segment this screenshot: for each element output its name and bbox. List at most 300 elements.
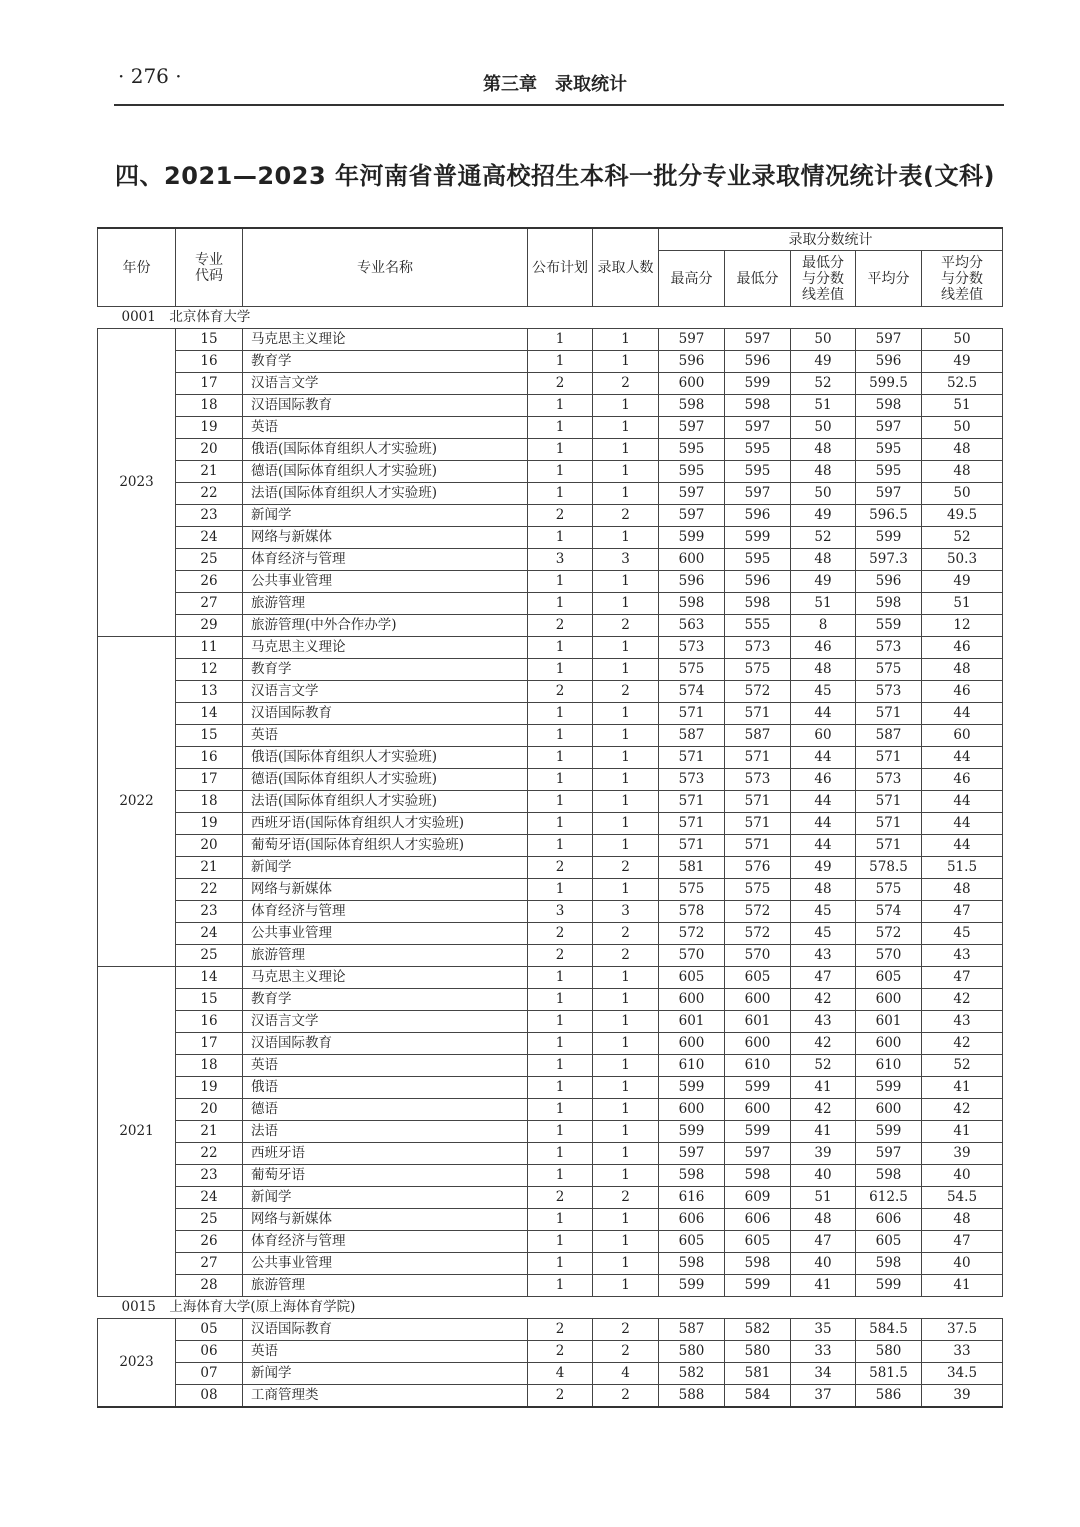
- table-row: [98, 373, 1003, 395]
- admitted-cell: 1: [593, 747, 659, 769]
- table-row: [98, 967, 1003, 989]
- min-diff-cell: 51: [791, 1187, 856, 1209]
- min-score-cell: 599: [725, 373, 791, 395]
- table-row: [98, 1341, 1003, 1363]
- table-row: [98, 527, 1003, 549]
- avg-score-cell: 599: [856, 1275, 922, 1297]
- min-score-cell: 609: [725, 1187, 791, 1209]
- min-score-cell: 570: [725, 945, 791, 967]
- max-score-cell: 578: [659, 901, 725, 923]
- avg-diff-cell: 50.3: [922, 549, 1003, 571]
- major-name-cell: 体育经济与管理: [243, 901, 528, 923]
- min-diff-cell: 35: [791, 1319, 856, 1341]
- code-cell: 27: [176, 1253, 243, 1275]
- major-name-cell: 德语(国际体育组织人才实验班): [243, 461, 528, 483]
- plan-cell: 1: [528, 659, 593, 681]
- code-cell: 23: [176, 1165, 243, 1187]
- code-cell: 21: [176, 461, 243, 483]
- avg-diff-cell: 34.5: [922, 1363, 1003, 1385]
- min-score-cell: 600: [725, 989, 791, 1011]
- min-score-cell: 572: [725, 923, 791, 945]
- min-score-cell: 597: [725, 417, 791, 439]
- min-score-cell: 597: [725, 1143, 791, 1165]
- admitted-cell: 1: [593, 439, 659, 461]
- avg-diff-cell: 51: [922, 593, 1003, 615]
- major-name-cell: 俄语(国际体育组织人才实验班): [243, 747, 528, 769]
- max-score-cell: 597: [659, 1143, 725, 1165]
- code-cell: 22: [176, 879, 243, 901]
- code-cell: 15: [176, 329, 243, 351]
- plan-cell: 1: [528, 1275, 593, 1297]
- code-cell: 25: [176, 1209, 243, 1231]
- admitted-cell: 1: [593, 1209, 659, 1231]
- avg-score-cell: 597: [856, 483, 922, 505]
- code-cell: 11: [176, 637, 243, 659]
- table-row: [98, 1099, 1003, 1121]
- table-row: [98, 945, 1003, 967]
- major-name-cell: 新闻学: [243, 1187, 528, 1209]
- table-row: [98, 879, 1003, 901]
- code-cell: 24: [176, 923, 243, 945]
- avg-diff-cell: 43: [922, 945, 1003, 967]
- max-score-cell: 571: [659, 747, 725, 769]
- max-score-cell: 610: [659, 1055, 725, 1077]
- min-diff-cell: 52: [791, 1055, 856, 1077]
- min-score-cell: 584: [725, 1385, 791, 1408]
- max-score-cell: 597: [659, 417, 725, 439]
- school-row: [98, 1297, 1003, 1319]
- plan-cell: 1: [528, 1253, 593, 1275]
- min-score-cell: 596: [725, 571, 791, 593]
- avg-score-cell: 571: [856, 703, 922, 725]
- max-score-cell: 570: [659, 945, 725, 967]
- avg-diff-cell: 48: [922, 439, 1003, 461]
- plan-cell: 3: [528, 901, 593, 923]
- max-score-cell: 600: [659, 373, 725, 395]
- admitted-cell: 1: [593, 527, 659, 549]
- min-diff-cell: 46: [791, 637, 856, 659]
- admitted-cell: 1: [593, 725, 659, 747]
- code-cell: 26: [176, 571, 243, 593]
- col-admitted: 录取人数: [593, 228, 659, 307]
- major-name-cell: 葡萄牙语(国际体育组织人才实验班): [243, 835, 528, 857]
- major-name-cell: 网络与新媒体: [243, 527, 528, 549]
- code-cell: 28: [176, 1275, 243, 1297]
- code-cell: 15: [176, 989, 243, 1011]
- min-diff-cell: 47: [791, 967, 856, 989]
- min-diff-cell: 44: [791, 703, 856, 725]
- plan-cell: 1: [528, 417, 593, 439]
- min-score-cell: 595: [725, 439, 791, 461]
- table-row: [98, 989, 1003, 1011]
- table-row: [98, 351, 1003, 373]
- avg-diff-cell: 44: [922, 813, 1003, 835]
- avg-score-cell: 606: [856, 1209, 922, 1231]
- min-diff-cell: 46: [791, 769, 856, 791]
- code-cell: 08: [176, 1385, 243, 1408]
- year-cell: 2023: [98, 1319, 176, 1408]
- code-cell: 16: [176, 351, 243, 373]
- admitted-cell: 2: [593, 857, 659, 879]
- col-name: 专业名称: [243, 228, 528, 307]
- code-cell: 17: [176, 1033, 243, 1055]
- admitted-cell: 2: [593, 615, 659, 637]
- max-score-cell: 596: [659, 351, 725, 373]
- max-score-cell: 575: [659, 659, 725, 681]
- max-score-cell: 571: [659, 813, 725, 835]
- min-diff-cell: 48: [791, 659, 856, 681]
- plan-cell: 2: [528, 923, 593, 945]
- avg-diff-cell: 48: [922, 461, 1003, 483]
- min-score-cell: 571: [725, 747, 791, 769]
- min-diff-cell: 51: [791, 395, 856, 417]
- min-score-cell: 610: [725, 1055, 791, 1077]
- code-cell: 12: [176, 659, 243, 681]
- table-row: [98, 1011, 1003, 1033]
- plan-cell: 1: [528, 1099, 593, 1121]
- min-score-cell: 576: [725, 857, 791, 879]
- min-score-cell: 596: [725, 351, 791, 373]
- min-diff-cell: 51: [791, 593, 856, 615]
- max-score-cell: 574: [659, 681, 725, 703]
- min-score-cell: 555: [725, 615, 791, 637]
- min-score-cell: 598: [725, 1165, 791, 1187]
- plan-cell: 2: [528, 1385, 593, 1408]
- min-diff-cell: 45: [791, 901, 856, 923]
- table-row: [98, 1253, 1003, 1275]
- admitted-cell: 1: [593, 571, 659, 593]
- min-diff-cell: 44: [791, 747, 856, 769]
- plan-cell: 1: [528, 483, 593, 505]
- avg-diff-cell: 39: [922, 1385, 1003, 1408]
- plan-cell: 2: [528, 1341, 593, 1363]
- table-row: [98, 813, 1003, 835]
- admitted-cell: 1: [593, 1121, 659, 1143]
- code-cell: 23: [176, 901, 243, 923]
- table-row: [98, 901, 1003, 923]
- major-name-cell: 葡萄牙语: [243, 1165, 528, 1187]
- major-name-cell: 旅游管理: [243, 593, 528, 615]
- table-row: [98, 1363, 1003, 1385]
- code-cell: 19: [176, 417, 243, 439]
- table-row: [98, 395, 1003, 417]
- max-score-cell: 598: [659, 395, 725, 417]
- avg-score-cell: 612.5: [856, 1187, 922, 1209]
- col-avg-diff: 平均分与分数线差值: [922, 251, 1003, 307]
- min-diff-cell: 49: [791, 351, 856, 373]
- min-score-cell: 598: [725, 1253, 791, 1275]
- max-score-cell: 600: [659, 989, 725, 1011]
- max-score-cell: 571: [659, 791, 725, 813]
- min-diff-cell: 37: [791, 1385, 856, 1408]
- plan-cell: 1: [528, 835, 593, 857]
- avg-score-cell: 571: [856, 791, 922, 813]
- min-diff-cell: 50: [791, 329, 856, 351]
- table-row: [98, 637, 1003, 659]
- avg-diff-cell: 44: [922, 835, 1003, 857]
- year-cell: 2022: [98, 637, 176, 967]
- admitted-cell: 1: [593, 813, 659, 835]
- avg-diff-cell: 40: [922, 1253, 1003, 1275]
- avg-score-cell: 610: [856, 1055, 922, 1077]
- code-cell: 18: [176, 395, 243, 417]
- major-name-cell: 汉语言文学: [243, 681, 528, 703]
- min-score-cell: 595: [725, 461, 791, 483]
- avg-diff-cell: 40: [922, 1165, 1003, 1187]
- table-row: [98, 681, 1003, 703]
- avg-score-cell: 571: [856, 813, 922, 835]
- plan-cell: 2: [528, 945, 593, 967]
- avg-score-cell: 598: [856, 1253, 922, 1275]
- table-row: [98, 857, 1003, 879]
- max-score-cell: 575: [659, 879, 725, 901]
- table-row: [98, 1187, 1003, 1209]
- min-score-cell: 605: [725, 1231, 791, 1253]
- page-number: · 276 ·: [118, 64, 182, 88]
- table-row: [98, 1385, 1003, 1408]
- min-score-cell: 582: [725, 1319, 791, 1341]
- major-name-cell: 德语: [243, 1099, 528, 1121]
- col-avg: 平均分: [856, 251, 922, 307]
- avg-diff-cell: 52: [922, 527, 1003, 549]
- table-row: [98, 461, 1003, 483]
- plan-cell: 1: [528, 967, 593, 989]
- avg-score-cell: 575: [856, 659, 922, 681]
- avg-score-cell: 559: [856, 615, 922, 637]
- table-row: [98, 329, 1003, 351]
- max-score-cell: 600: [659, 1033, 725, 1055]
- min-score-cell: 597: [725, 483, 791, 505]
- min-score-cell: 606: [725, 1209, 791, 1231]
- min-score-cell: 572: [725, 901, 791, 923]
- avg-score-cell: 573: [856, 637, 922, 659]
- avg-diff-cell: 12: [922, 615, 1003, 637]
- max-score-cell: 599: [659, 1077, 725, 1099]
- major-name-cell: 英语: [243, 1055, 528, 1077]
- max-score-cell: 599: [659, 527, 725, 549]
- min-score-cell: 581: [725, 1363, 791, 1385]
- admitted-cell: 2: [593, 923, 659, 945]
- min-score-cell: 599: [725, 1275, 791, 1297]
- min-diff-cell: 42: [791, 989, 856, 1011]
- avg-diff-cell: 51.5: [922, 857, 1003, 879]
- major-name-cell: 体育经济与管理: [243, 549, 528, 571]
- major-name-cell: 汉语国际教育: [243, 1319, 528, 1341]
- avg-diff-cell: 41: [922, 1077, 1003, 1099]
- min-diff-cell: 40: [791, 1253, 856, 1275]
- table-row: [98, 1209, 1003, 1231]
- admitted-cell: 2: [593, 1187, 659, 1209]
- table-row: [98, 1121, 1003, 1143]
- plan-cell: 1: [528, 1011, 593, 1033]
- avg-diff-cell: 41: [922, 1121, 1003, 1143]
- plan-cell: 1: [528, 1143, 593, 1165]
- code-cell: 18: [176, 791, 243, 813]
- admitted-cell: 1: [593, 703, 659, 725]
- avg-score-cell: 580: [856, 1341, 922, 1363]
- avg-diff-cell: 42: [922, 1033, 1003, 1055]
- min-score-cell: 595: [725, 549, 791, 571]
- min-diff-cell: 42: [791, 1099, 856, 1121]
- col-plan: 公布计划: [528, 228, 593, 307]
- table-row: [98, 791, 1003, 813]
- avg-diff-cell: 41: [922, 1275, 1003, 1297]
- admitted-cell: 3: [593, 549, 659, 571]
- admitted-cell: 1: [593, 417, 659, 439]
- major-name-cell: 俄语(国际体育组织人才实验班): [243, 439, 528, 461]
- major-name-cell: 西班牙语(国际体育组织人才实验班): [243, 813, 528, 835]
- avg-score-cell: 601: [856, 1011, 922, 1033]
- major-name-cell: 汉语言文学: [243, 373, 528, 395]
- avg-diff-cell: 47: [922, 967, 1003, 989]
- admitted-cell: 1: [593, 791, 659, 813]
- avg-score-cell: 578.5: [856, 857, 922, 879]
- avg-score-cell: 596: [856, 351, 922, 373]
- code-cell: 06: [176, 1341, 243, 1363]
- code-cell: 19: [176, 813, 243, 835]
- plan-cell: 2: [528, 615, 593, 637]
- min-diff-cell: 60: [791, 725, 856, 747]
- max-score-cell: 598: [659, 1253, 725, 1275]
- avg-score-cell: 597: [856, 329, 922, 351]
- admitted-cell: 1: [593, 769, 659, 791]
- max-score-cell: 572: [659, 923, 725, 945]
- min-diff-cell: 8: [791, 615, 856, 637]
- max-score-cell: 571: [659, 703, 725, 725]
- avg-diff-cell: 42: [922, 989, 1003, 1011]
- page-title: 四、2021—2023 年河南省普通高校招生本科一批分专业录取情况统计表(文科): [115, 162, 995, 190]
- major-name-cell: 体育经济与管理: [243, 1231, 528, 1253]
- plan-cell: 1: [528, 329, 593, 351]
- max-score-cell: 595: [659, 461, 725, 483]
- table-row: [98, 615, 1003, 637]
- plan-cell: 1: [528, 1165, 593, 1187]
- major-name-cell: 公共事业管理: [243, 1253, 528, 1275]
- avg-diff-cell: 49: [922, 351, 1003, 373]
- table-row: [98, 505, 1003, 527]
- major-name-cell: 法语: [243, 1121, 528, 1143]
- min-diff-cell: 43: [791, 1011, 856, 1033]
- table-row: [98, 417, 1003, 439]
- avg-score-cell: 597.3: [856, 549, 922, 571]
- code-cell: 22: [176, 1143, 243, 1165]
- avg-score-cell: 599.5: [856, 373, 922, 395]
- code-cell: 29: [176, 615, 243, 637]
- min-diff-cell: 45: [791, 681, 856, 703]
- major-name-cell: 英语: [243, 1341, 528, 1363]
- min-diff-cell: 49: [791, 857, 856, 879]
- code-cell: 16: [176, 747, 243, 769]
- max-score-cell: 600: [659, 1099, 725, 1121]
- avg-score-cell: 598: [856, 593, 922, 615]
- avg-diff-cell: 50: [922, 483, 1003, 505]
- min-diff-cell: 44: [791, 835, 856, 857]
- max-score-cell: 598: [659, 593, 725, 615]
- major-name-cell: 俄语: [243, 1077, 528, 1099]
- avg-diff-cell: 44: [922, 747, 1003, 769]
- table-row: [98, 1055, 1003, 1077]
- code-cell: 19: [176, 1077, 243, 1099]
- max-score-cell: 563: [659, 615, 725, 637]
- admitted-cell: 1: [593, 351, 659, 373]
- avg-diff-cell: 47: [922, 1231, 1003, 1253]
- min-score-cell: 571: [725, 791, 791, 813]
- admission-table: [97, 227, 1003, 1408]
- major-name-cell: 教育学: [243, 659, 528, 681]
- min-diff-cell: 41: [791, 1121, 856, 1143]
- major-name-cell: 马克思主义理论: [243, 637, 528, 659]
- header-rule: [114, 104, 1004, 106]
- plan-cell: 1: [528, 1077, 593, 1099]
- admitted-cell: 1: [593, 989, 659, 1011]
- avg-score-cell: 600: [856, 1099, 922, 1121]
- major-name-cell: 汉语国际教育: [243, 1033, 528, 1055]
- min-diff-cell: 49: [791, 505, 856, 527]
- code-cell: 20: [176, 1099, 243, 1121]
- min-diff-cell: 45: [791, 923, 856, 945]
- code-cell: 17: [176, 769, 243, 791]
- plan-cell: 2: [528, 681, 593, 703]
- min-score-cell: 575: [725, 659, 791, 681]
- min-score-cell: 598: [725, 593, 791, 615]
- col-code: 专业代码: [176, 228, 243, 307]
- avg-diff-cell: 48: [922, 1209, 1003, 1231]
- admitted-cell: 1: [593, 329, 659, 351]
- code-cell: 23: [176, 505, 243, 527]
- table-row: [98, 725, 1003, 747]
- table-row: [98, 923, 1003, 945]
- code-cell: 17: [176, 373, 243, 395]
- avg-diff-cell: 43: [922, 1011, 1003, 1033]
- major-name-cell: 旅游管理(中外合作办学): [243, 615, 528, 637]
- max-score-cell: 573: [659, 769, 725, 791]
- avg-score-cell: 596.5: [856, 505, 922, 527]
- code-cell: 24: [176, 1187, 243, 1209]
- min-diff-cell: 43: [791, 945, 856, 967]
- plan-cell: 1: [528, 725, 593, 747]
- avg-score-cell: 571: [856, 835, 922, 857]
- avg-score-cell: 575: [856, 879, 922, 901]
- admitted-cell: 1: [593, 659, 659, 681]
- admitted-cell: 1: [593, 1165, 659, 1187]
- min-diff-cell: 50: [791, 417, 856, 439]
- major-name-cell: 汉语国际教育: [243, 395, 528, 417]
- table-row: [98, 1077, 1003, 1099]
- max-score-cell: 581: [659, 857, 725, 879]
- code-cell: 15: [176, 725, 243, 747]
- table-row: [98, 703, 1003, 725]
- code-cell: 16: [176, 1011, 243, 1033]
- min-score-cell: 601: [725, 1011, 791, 1033]
- avg-score-cell: 573: [856, 681, 922, 703]
- max-score-cell: 606: [659, 1209, 725, 1231]
- plan-cell: 3: [528, 549, 593, 571]
- admitted-cell: 1: [593, 395, 659, 417]
- avg-score-cell: 598: [856, 1165, 922, 1187]
- avg-score-cell: 570: [856, 945, 922, 967]
- avg-diff-cell: 45: [922, 923, 1003, 945]
- plan-cell: 1: [528, 1055, 593, 1077]
- major-name-cell: 德语(国际体育组织人才实验班): [243, 769, 528, 791]
- table-row: [98, 1231, 1003, 1253]
- plan-cell: 1: [528, 791, 593, 813]
- major-name-cell: 新闻学: [243, 1363, 528, 1385]
- major-name-cell: 法语(国际体育组织人才实验班): [243, 791, 528, 813]
- avg-diff-cell: 44: [922, 703, 1003, 725]
- major-name-cell: 新闻学: [243, 857, 528, 879]
- min-score-cell: 572: [725, 681, 791, 703]
- avg-score-cell: 600: [856, 989, 922, 1011]
